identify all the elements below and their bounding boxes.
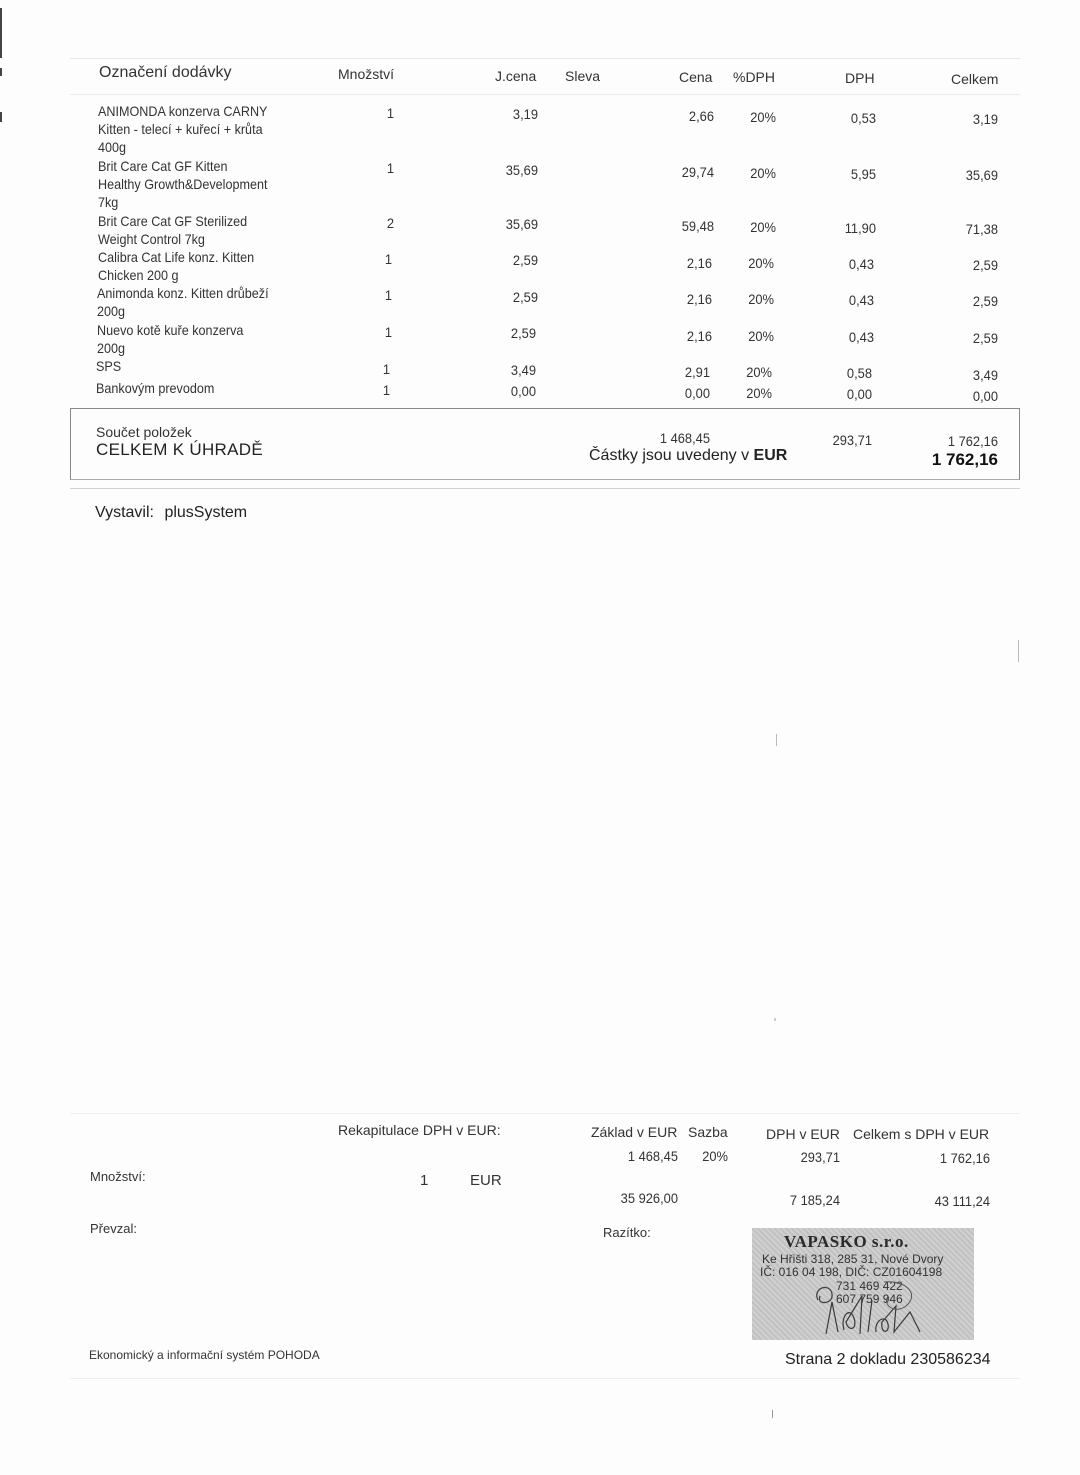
qty-currency: EUR — [470, 1172, 502, 1189]
item-unit-price: 2,59 — [512, 252, 538, 268]
item-total: 71,38 — [965, 221, 998, 237]
item-vat-pct: 20% — [750, 165, 776, 181]
item-total: 3,19 — [972, 111, 998, 127]
item-qty: 1 — [382, 382, 390, 398]
item-total: 0,00 — [972, 388, 998, 404]
header-price-label: Cena — [679, 69, 713, 85]
page-info: Strana 2 dokladu 230586234 — [785, 1351, 991, 1368]
item-description — [98, 248, 254, 284]
header-unit-price-label: J.cena — [495, 68, 537, 84]
item-price: 0,00 — [684, 385, 710, 401]
item-desc-line: Weight Control 7kg — [98, 231, 205, 247]
total-due-amount: 1 762,16 — [931, 450, 998, 469]
recap-fx-base: 35 926,00 — [620, 1190, 678, 1206]
item-vat: 11,90 — [844, 220, 876, 236]
item-unit-price: 3,19 — [512, 106, 538, 122]
recap-row-base: 1 468,45 — [627, 1148, 678, 1164]
item-desc-line: 200g — [97, 303, 126, 319]
scan-noise — [772, 1410, 773, 1418]
item-desc-line: 400g — [98, 139, 127, 155]
item-description — [98, 212, 247, 248]
recap-row-total: 1 762,16 — [939, 1150, 990, 1166]
stamp-label: Razítko: — [603, 1225, 651, 1240]
item-description — [96, 357, 121, 375]
item-desc-line: Brit Care Cat GF Kitten — [98, 158, 228, 174]
item-desc-line: ANIMONDA konzerva CARNY — [98, 103, 268, 119]
stamp-ids: IČ: 016 04 198, DIČ: CZ01604198 — [760, 1265, 943, 1279]
item-vat: 0,43 — [848, 292, 874, 308]
item-total: 3,49 — [972, 367, 998, 383]
item-desc-line: Kitten - telecí + kuřecí + krůta — [98, 121, 263, 137]
item-qty: 1 — [382, 361, 390, 377]
item-unit-price: 35,69 — [505, 216, 538, 232]
item-vat-pct: 20% — [746, 364, 772, 380]
scan-edge-mark — [1018, 640, 1019, 662]
item-price: 2,91 — [684, 364, 710, 380]
recap-fx-vat: 7 185,24 — [789, 1192, 840, 1208]
item-unit-price: 2,59 — [510, 325, 536, 341]
qty-label: Množství: — [90, 1169, 146, 1184]
recap-fx-total: 43 111,24 — [934, 1193, 990, 1209]
issued-by-label: Vystavil: — [95, 504, 154, 521]
header-qty-label: Množství — [338, 66, 395, 82]
item-total: 2,59 — [972, 330, 998, 346]
item-vat: 5,95 — [850, 166, 876, 182]
item-total: 2,59 — [972, 257, 998, 273]
item-desc-line: Animonda konz. Kitten drůbeží — [97, 285, 269, 301]
item-desc-line: Healthy Growth&Development — [98, 176, 268, 192]
currency-code: EUR — [753, 447, 788, 464]
item-unit-price: 2,59 — [512, 289, 538, 305]
item-desc-line: Brit Care Cat GF Sterilized — [98, 213, 248, 229]
received-by-label: Převzal: — [90, 1221, 137, 1236]
item-unit-price: 35,69 — [505, 162, 538, 178]
scan-edge-mark — [0, 112, 2, 122]
item-vat-pct: 20% — [748, 255, 774, 271]
scan-edge-mark — [0, 68, 2, 76]
item-vat-pct: 20% — [748, 328, 774, 344]
item-price: 29,74 — [681, 164, 714, 180]
item-desc-line: 200g — [97, 340, 126, 356]
recap-col-base: Základ v EUR — [591, 1124, 678, 1140]
item-qty: 2 — [386, 215, 394, 231]
qty-value: 1 — [420, 1172, 429, 1189]
stamp-address: Ke Hřišti 318, 285 31, Nové Dvory — [762, 1252, 944, 1266]
recap-col-vat: DPH v EUR — [766, 1126, 840, 1142]
recap-title: Rekapitulace DPH v EUR: — [338, 1122, 501, 1138]
item-description — [96, 379, 214, 397]
header-bottom-rule — [70, 94, 1020, 95]
company-stamp — [752, 1228, 974, 1340]
issued-by-name: plusSystem — [164, 504, 248, 521]
item-description — [98, 157, 267, 211]
item-price: 2,16 — [686, 291, 712, 307]
item-vat-pct: 20% — [750, 109, 776, 125]
item-unit-price: 3,49 — [510, 362, 536, 378]
recap-col-total: Celkem s DPH v EUR — [853, 1126, 990, 1142]
stamp-company-name: VAPASKO s.r.o. — [784, 1232, 909, 1251]
item-desc-line: Nuevo kotě kuře konzerva — [97, 322, 244, 338]
signature-icon — [810, 1276, 930, 1336]
header-vat-label: DPH — [845, 70, 875, 86]
header-discount-label: Sleva — [565, 68, 601, 84]
item-desc-line: 7kg — [98, 194, 119, 210]
recap-top-rule — [70, 1113, 1020, 1114]
totals-vat: 293,71 — [832, 432, 872, 448]
header-top-rule — [70, 58, 1020, 59]
item-price: 59,48 — [681, 218, 714, 234]
header-item-label: Označení dodávky — [99, 64, 232, 81]
item-vat-pct: 20% — [746, 385, 772, 401]
recap-row-vat: 293,71 — [800, 1149, 840, 1165]
item-vat-pct: 20% — [750, 219, 776, 235]
item-price: 2,66 — [688, 108, 714, 124]
totals-base: 1 468,45 — [659, 430, 710, 446]
item-desc-line: Calibra Cat Life konz. Kitten — [98, 249, 255, 265]
item-description — [97, 321, 243, 357]
stamp-phone-2: 607 759 946 — [836, 1292, 903, 1306]
item-unit-price: 0,00 — [510, 383, 536, 399]
recap-row-rate: 20% — [702, 1148, 728, 1164]
issued-by — [95, 504, 247, 522]
item-qty: 1 — [384, 287, 392, 303]
item-vat-pct: 20% — [748, 291, 774, 307]
item-description — [98, 102, 267, 156]
item-vat: 0,00 — [846, 386, 872, 402]
scan-edge-mark — [0, 8, 2, 58]
item-qty: 1 — [386, 105, 394, 121]
item-price: 2,16 — [686, 255, 712, 271]
totals-bottom-rule — [70, 488, 1020, 489]
item-qty: 1 — [384, 251, 392, 267]
scan-noise — [774, 1018, 776, 1021]
system-info: Ekonomický a informační systém POHODA — [89, 1348, 320, 1362]
sum-items-label: Součet položek — [96, 424, 192, 440]
scan-noise — [776, 734, 777, 746]
header-total-label: Celkem — [951, 71, 999, 87]
item-vat: 0,58 — [846, 365, 872, 381]
item-vat: 0,53 — [850, 110, 876, 126]
header-vat-pct-label: %DPH — [733, 69, 776, 85]
item-vat: 0,43 — [848, 256, 874, 272]
total-due-label: CELKEM K ÚHRADĚ — [96, 440, 263, 459]
item-total: 2,59 — [972, 293, 998, 309]
footer-rule — [70, 1378, 1020, 1379]
item-desc-line: Bankovým prevodom — [96, 380, 215, 396]
item-vat: 0,43 — [848, 329, 874, 345]
item-description — [97, 284, 269, 320]
item-price: 2,16 — [686, 328, 712, 344]
item-qty: 1 — [384, 324, 392, 340]
item-desc-line: Chicken 200 g — [98, 267, 179, 283]
currency-note — [589, 447, 787, 465]
item-desc-line: SPS — [96, 358, 122, 374]
currency-note-text: Částky jsou uvedeny v — [589, 447, 750, 464]
item-qty: 1 — [386, 160, 394, 176]
recap-col-rate: Sazba — [688, 1124, 728, 1140]
totals-total: 1 762,16 — [947, 433, 998, 449]
item-total: 35,69 — [965, 167, 998, 183]
stamp-phone-1: 731 469 422 — [836, 1279, 903, 1293]
